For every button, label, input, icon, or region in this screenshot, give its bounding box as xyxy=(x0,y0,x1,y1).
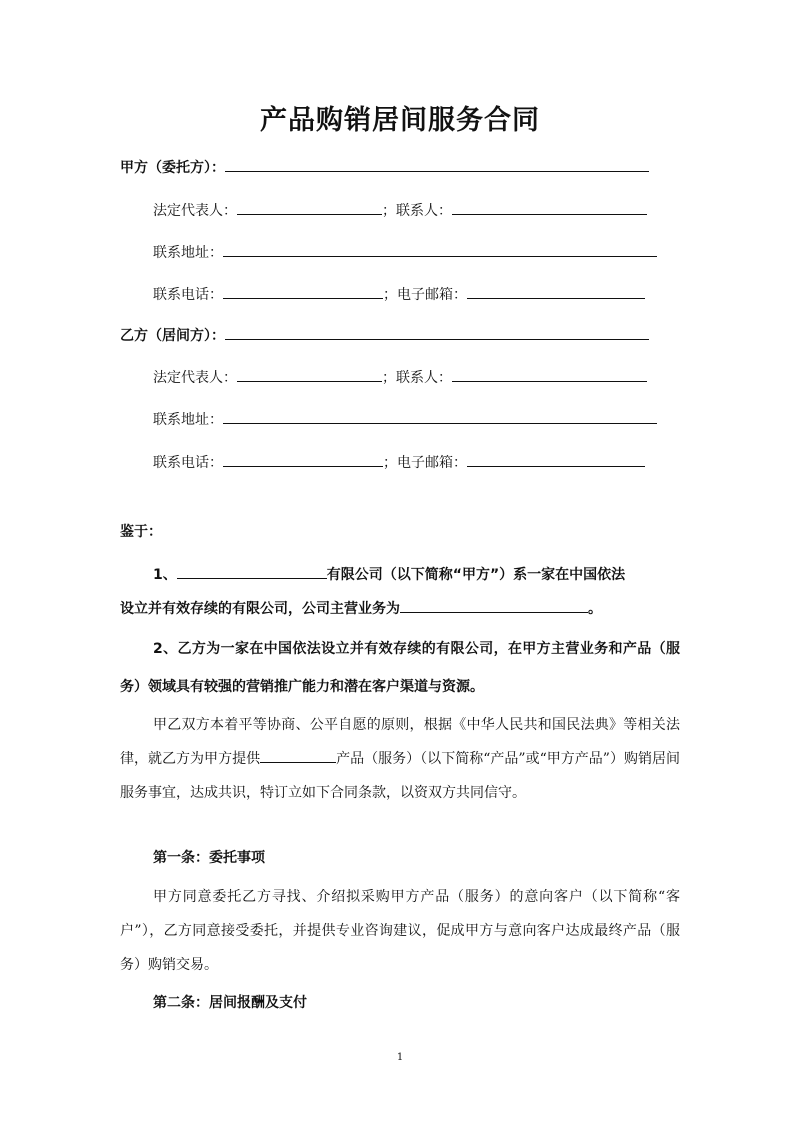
party-b-rep-label: 法定代表人： xyxy=(153,370,237,386)
party-b-email-blank xyxy=(467,451,645,467)
party-a-contact-label: ；联系人： xyxy=(382,203,452,219)
party-a-line xyxy=(120,156,649,178)
clause-1-prefix: 1、 xyxy=(153,567,177,583)
preamble-text-a: 甲乙双方本着平等协商、公平自愿的原则，根据《中华人民共和国民法典》等相关法律，就乙方为甲方提供 xyxy=(120,717,680,767)
whereas-heading: 鉴于： xyxy=(120,524,162,540)
whereas-clause-2: 2、乙方为一家在中国依法设立并有效存续的有限公司，在甲方主营业务和产品（服务）领域具有较强的营销推广能力和潜在客户渠道与资源。 xyxy=(120,641,680,695)
party-a-email-label: ；电子邮箱： xyxy=(383,287,467,303)
party-a-label: 甲方（委托方）： xyxy=(120,160,225,176)
party-a-rep-blank xyxy=(237,199,382,215)
page-number: 1 xyxy=(396,1052,404,1063)
party-b-blank xyxy=(225,324,649,340)
clause-1-company-blank xyxy=(177,563,327,579)
clause-1-end: 。 xyxy=(588,601,602,617)
article-2-heading: 第二条：居间报酬及支付 xyxy=(153,995,307,1011)
whereas-clause-1 xyxy=(120,558,680,626)
party-a-address-label: 联系地址： xyxy=(153,245,223,261)
clause-1-text-b: 设立并有效存续的有限公司，公司主营业务为 xyxy=(120,601,400,617)
party-b-phone-label: 联系电话： xyxy=(153,455,223,471)
preamble-paragraph xyxy=(120,708,680,810)
party-a-blank xyxy=(225,156,649,172)
party-b-contact-blank xyxy=(452,366,647,382)
party-b-address-line xyxy=(153,408,657,430)
party-b-label: 乙方（居间方）： xyxy=(120,328,225,344)
party-a-phone-label: 联系电话： xyxy=(153,287,223,303)
clause-1-text-a: 有限公司（以下简称“甲方”）系一家在中国依法 xyxy=(326,567,626,583)
article-1-heading: 第一条：委托事项 xyxy=(153,850,265,866)
preamble-text-b: 产品（服务）（以下简称“产品”或“甲方产品”）购销居间服务事宜，达成共识，特订立如下合同条款，以资双方共同信守。 xyxy=(120,751,680,801)
clause-1-business-blank xyxy=(400,597,588,613)
article-1-body: 甲方同意委托乙方寻找、介绍拟采购甲方产品（服务）的意向客户（以下简称“客户”），乙方同意接受委托，并提供专业咨询建议，促成甲方与意向客户达成最终产品（服务）购销交易。 xyxy=(120,889,680,973)
party-a-address-blank xyxy=(223,241,657,257)
party-a-rep-line xyxy=(153,199,647,221)
party-b-address-label: 联系地址： xyxy=(153,412,223,428)
party-b-contact-label: ；联系人： xyxy=(382,370,452,386)
party-a-rep-label: 法定代表人： xyxy=(153,203,237,219)
party-a-contact-blank xyxy=(452,199,647,215)
party-a-email-blank xyxy=(467,283,645,299)
party-b-phone-blank xyxy=(223,451,383,467)
party-b-email-label: ；电子邮箱： xyxy=(383,455,467,471)
party-b-rep-line xyxy=(153,366,647,388)
party-b-rep-blank xyxy=(237,366,382,382)
party-a-phone-blank xyxy=(223,283,383,299)
preamble-product-blank xyxy=(260,747,336,763)
document-title: 产品购销居间服务合同 xyxy=(260,105,540,136)
party-b-address-blank xyxy=(223,408,657,424)
party-b-phone-line xyxy=(153,451,645,473)
party-a-phone-line xyxy=(153,283,645,305)
party-b-line xyxy=(120,324,649,346)
party-a-address-line xyxy=(153,241,657,263)
